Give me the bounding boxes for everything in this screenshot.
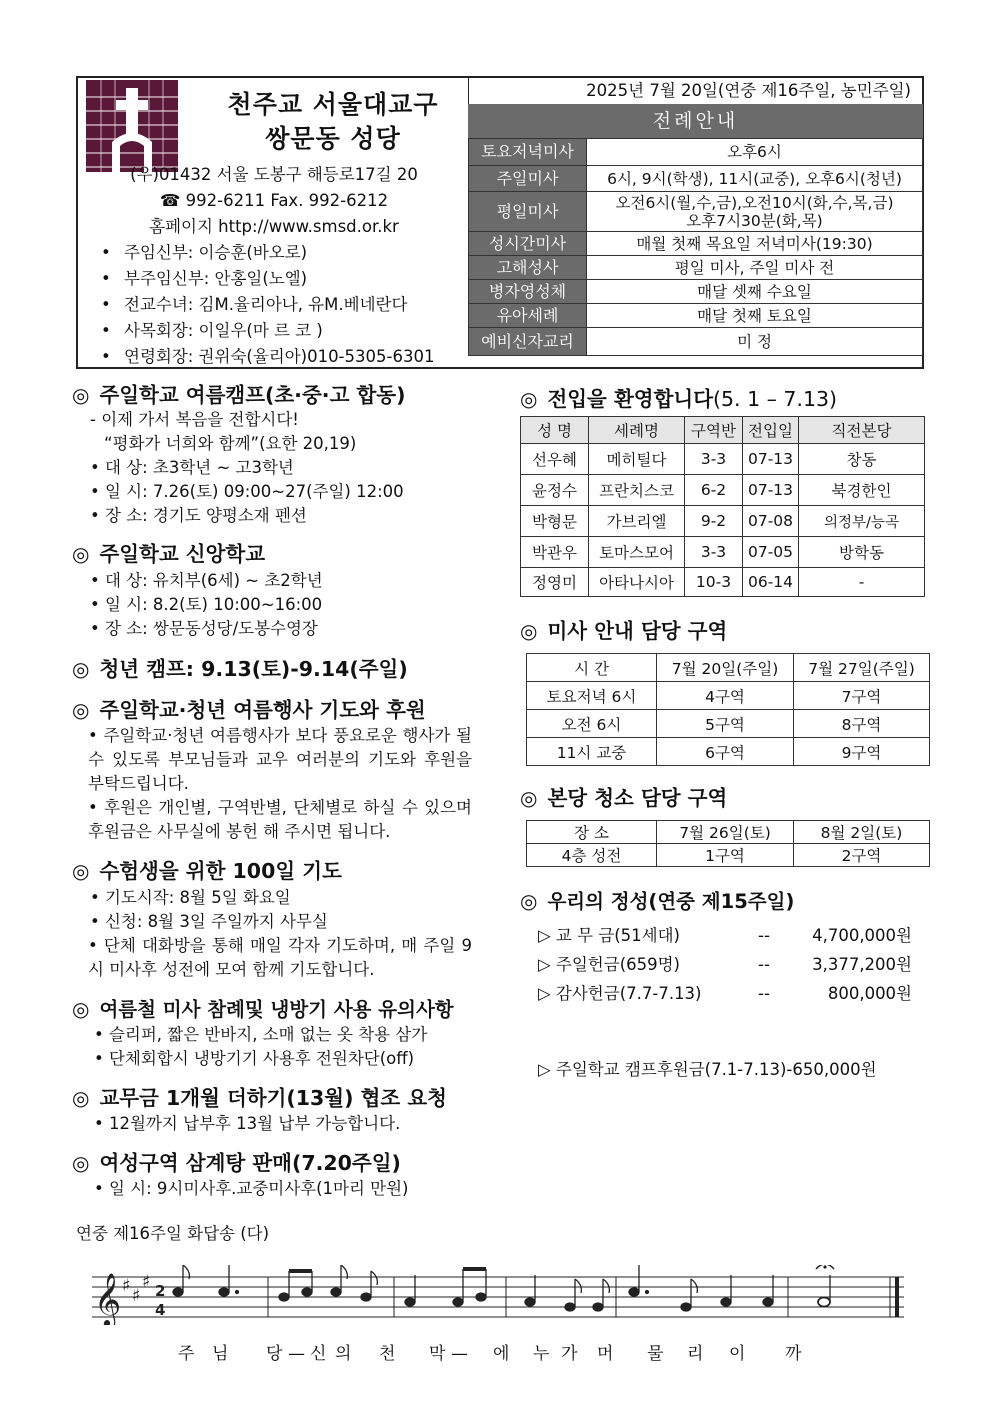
offering-item-dash: --	[758, 984, 770, 1003]
offering-title: ◎ 우리의 정성(연중 제15주일)	[520, 889, 795, 913]
row-label: 고해성사	[469, 256, 587, 280]
lyric-syllable: 이	[729, 1344, 746, 1364]
cell: 7구역	[794, 682, 930, 710]
row-value-line2: 오후7시30분(화,목)	[686, 211, 823, 230]
welcome-table	[520, 416, 925, 597]
row-value: 매달 셋째 수요일	[587, 280, 923, 304]
offering-item-dash: --	[758, 926, 770, 945]
lyric-syllable: 물	[647, 1344, 664, 1364]
lyric-syllable: 당	[266, 1344, 283, 1364]
section-marker-icon: ◎	[72, 698, 90, 722]
row-value: 평일 미사, 주일 미사 전	[587, 256, 923, 280]
cell: 06-14	[743, 568, 799, 597]
samgyetang-title: ◎ 여성구역 삼계탕 판매(7.20주일)	[72, 1151, 401, 1175]
column-header: 7월 27일(주일)	[794, 654, 930, 682]
table-row	[469, 166, 923, 192]
faith-school-line: • 대 상: 유치부(6세) ~ 초2학년	[90, 571, 323, 590]
cell: 6구역	[657, 738, 794, 766]
mass-guide-table	[526, 653, 930, 766]
table-row	[521, 568, 925, 597]
dues-line: • 12월까지 납부후 13월 납부 가능합니다.	[94, 1114, 401, 1133]
section-marker-icon: ◎	[72, 657, 90, 681]
offering-item-label: ▷ 교 무 금(51세대)	[538, 926, 680, 945]
table-row	[521, 537, 925, 568]
svg-text:2: 2	[155, 1282, 166, 1300]
table-row	[469, 304, 923, 328]
lyric-syllable: 머	[597, 1344, 614, 1364]
row-value: 매월 첫째 목요일 저녁미사(19:30)	[587, 232, 923, 256]
cell: 8구역	[794, 710, 930, 738]
section-marker-icon: ◎	[72, 383, 90, 407]
column-header: 직전본당	[799, 417, 925, 444]
cell: 토마스모어	[589, 537, 685, 568]
svg-text:♯: ♯	[142, 1272, 151, 1292]
parish-line1: 천주교 서울대교구	[227, 90, 439, 119]
offering-item-label: ▷ 주일헌금(659명)	[538, 955, 680, 974]
camp-support-donation: ▷ 주일학교 캠프후원금(7.1-7.13)-650,000원	[538, 1060, 877, 1079]
liturgy-guide-table	[468, 138, 923, 356]
staff-pastor: • 주임신부: 이승훈(바오로)	[102, 240, 307, 266]
cell: 07-13	[743, 475, 799, 506]
row-value: 오후6시	[587, 139, 923, 166]
offering-item-amount: 800,000원	[827, 984, 912, 1003]
cell: 토요저녁 6시	[527, 682, 657, 710]
staff-sisters: • 전교수녀: 김M.율리아나, 유M.베네란다	[102, 292, 407, 318]
lyric-syllable: 막	[429, 1344, 446, 1364]
lyric-syllable: 리	[687, 1344, 704, 1364]
lyric-syllable: 신	[310, 1344, 327, 1364]
row-value: 미 정	[587, 328, 923, 356]
mass-guide-title: ◎ 미사 안내 담당 구역	[520, 619, 728, 643]
table-header-row	[527, 821, 930, 844]
summer-support-title: ◎ 주일학교·청년 여름행사 기도와 후원	[72, 698, 426, 722]
row-label: 예비신자교리	[469, 328, 587, 356]
cell: 3-3	[685, 444, 743, 475]
cell: 메히틸다	[589, 444, 685, 475]
section-marker-icon: ◎	[520, 889, 538, 913]
column-header: 시 간	[527, 654, 657, 682]
table-row	[469, 139, 923, 166]
psalm-title: 연중 제16주일 화답송 (다)	[76, 1224, 270, 1243]
samgyetang-line: • 일 시: 9시미사후.교중미사후(1마리 만원)	[94, 1179, 409, 1198]
faith-school-line: • 일 시: 8.2(토) 10:00~16:00	[90, 595, 323, 614]
row-value-line1: 오전6시(월,수,금),오전10시(화,수,목,금)	[615, 193, 894, 212]
summer-notice-line: • 단체회합시 냉방기기 사용후 전원차단(off)	[94, 1049, 415, 1068]
cell: 윤정수	[521, 475, 589, 506]
lyric-syllable: 의	[335, 1344, 352, 1364]
cell: 11시 교중	[527, 738, 657, 766]
youth-camp-title: ◎ 청년 캠프: 9.13(토)-9.14(주일)	[72, 657, 408, 681]
table-row	[527, 710, 930, 738]
svg-text:𝄞: 𝄞	[94, 1272, 122, 1325]
cleaning-title: ◎ 본당 청소 담당 구역	[520, 786, 728, 810]
welcome-title: ◎ 전입을 환영합니다(5. 1 – 7.13)	[520, 387, 838, 411]
table-row	[521, 506, 925, 537]
camp-line: • 일 시: 7.26(토) 09:00~27(주일) 12:00	[90, 482, 404, 501]
cell: 07-05	[743, 537, 799, 568]
table-header-row	[521, 417, 925, 444]
parish-phone: ☎ 992-6211 Fax. 992-6212	[159, 191, 389, 210]
cell: -	[799, 568, 925, 597]
lyric-syllable: —	[288, 1344, 305, 1364]
column-header: 구역반	[685, 417, 743, 444]
cell: 정영미	[521, 568, 589, 597]
lyric-syllable: 까	[785, 1344, 802, 1364]
table-row	[469, 328, 923, 356]
row-label: 성시간미사	[469, 232, 587, 256]
svg-text:4: 4	[155, 1301, 166, 1319]
row-value: 매달 첫째 토요일	[587, 304, 923, 328]
cell: 9-2	[685, 506, 743, 537]
table-header-row	[527, 654, 930, 682]
cell: 07-13	[743, 444, 799, 475]
offering-item-amount: 4,700,000원	[812, 926, 912, 945]
column-header: 전입일	[743, 417, 799, 444]
lyric-syllable: 님	[212, 1344, 229, 1364]
column-header: 성 명	[521, 417, 589, 444]
column-header: 7월 26일(토)	[657, 821, 794, 844]
row-label: 평일미사	[469, 192, 587, 232]
column-header: 7월 20일(주일)	[657, 654, 794, 682]
camp-line: “평화가 너희와 함께”(요한 20,19)	[104, 434, 357, 453]
row-label: 토요저녁미사	[469, 139, 587, 166]
row-label: 주일미사	[469, 166, 587, 192]
bulletin-header	[76, 76, 924, 369]
faith-school-line: • 장 소: 쌍문동성당/도봉수영장	[90, 619, 318, 638]
cell: 07-08	[743, 506, 799, 537]
cell: 5구역	[657, 710, 794, 738]
cell: 2구역	[794, 844, 930, 867]
offering-item-dash: --	[758, 955, 770, 974]
table-row	[469, 192, 923, 232]
cell: 4구역	[657, 682, 794, 710]
welcome-period: (5. 1 – 7.13)	[713, 387, 838, 411]
table-row	[521, 475, 925, 506]
table-row	[527, 738, 930, 766]
section-marker-icon: ◎	[72, 859, 90, 883]
lyric-syllable: 누	[533, 1344, 550, 1364]
column-header: 세례명	[589, 417, 685, 444]
exam-prayer-line: • 신청: 8월 3일 주일까지 사무실	[90, 912, 328, 931]
staff-funeral-president: • 연령회장: 권위숙(율리아)010-5305-6301	[102, 344, 434, 370]
row-label: 유아세례	[469, 304, 587, 328]
cell: 오전 6시	[527, 710, 657, 738]
camp-line: • 장 소: 경기도 양평소재 펜션	[90, 506, 307, 525]
music-staff	[92, 1265, 904, 1325]
lyric-syllable: 가	[561, 1344, 578, 1364]
row-value: 6시, 9시(학생), 11시(교중), 오후6시(청년)	[587, 166, 923, 192]
section-marker-icon: ◎	[72, 1086, 90, 1110]
table-row	[527, 682, 930, 710]
cell: 아타나시아	[589, 568, 685, 597]
section-marker-icon: ◎	[72, 1151, 90, 1175]
summer-support-para1: • 주일학교·청년 여름행사가 보다 풍요로운 행사가 될 수 있도록 부모님들과 교우 여러분의 기도와 후원을 부탁드립니다.	[88, 726, 472, 793]
parish-line2: 쌍문동 성당	[265, 124, 401, 153]
exam-prayer-para: • 단체 대화방을 통해 매일 각자 기도하며, 매 주일 9시 미사후 성전에 모여 함께 기도합니다.	[88, 936, 472, 979]
column-header: 8월 2일(토)	[794, 821, 930, 844]
cell: 선우혜	[521, 444, 589, 475]
staff-assistant-pastor: • 부주임신부: 안홍일(노엘)	[102, 266, 307, 292]
staff-council-president: • 사목회장: 이일우(마 르 코 )	[102, 318, 323, 344]
parish-homepage[interactable]: 홈페이지 http://www.smsd.or.kr	[149, 217, 399, 236]
section-marker-icon: ◎	[72, 542, 90, 566]
exam-prayer-title: ◎ 수험생을 위한 100일 기도	[72, 859, 342, 883]
cell: 박관우	[521, 537, 589, 568]
camp-line: - 이제 가서 복음을 전합시다!	[90, 410, 299, 429]
cell: 9구역	[794, 738, 930, 766]
column-header: 장 소	[527, 821, 657, 844]
summer-notice-title: ◎ 여름철 미사 참례및 냉방기 사용 유의사항	[72, 997, 454, 1021]
offering-item-label: ▷ 감사헌금(7.7-7.13)	[538, 984, 702, 1003]
camp-title: ◎ 주일학교 여름캠프(초·중·고 합동)	[72, 383, 406, 407]
cleaning-table	[526, 820, 930, 867]
section-marker-icon: ◎	[72, 997, 90, 1021]
parish-title	[198, 88, 468, 156]
offering-item-amount: 3,377,200원	[812, 955, 912, 974]
dues-title: ◎ 교무금 1개월 더하기(13월) 협조 요청	[72, 1086, 447, 1110]
bulletin-date: 2025년 7월 20일(연중 제16주일, 농민주일)	[468, 78, 923, 104]
parish-address: (우)01432 서울 도봉구 해등로17길 20	[130, 165, 418, 184]
table-row	[469, 280, 923, 304]
cell: 창동	[799, 444, 925, 475]
table-row	[469, 232, 923, 256]
summer-support-para2: • 후원은 개인별, 구역반별, 단체별로 하실 수 있으며 후원금은 사무실에 봉헌 해 주시면 됩니다.	[88, 798, 472, 841]
faith-school-title: ◎ 주일학교 신앙학교	[72, 542, 266, 566]
section-marker-icon: ◎	[520, 619, 538, 643]
cell: 4층 성전	[527, 844, 657, 867]
lyric-syllable: 주	[178, 1344, 195, 1364]
exam-prayer-line: • 기도시작: 8월 5일 화요일	[90, 888, 291, 907]
cell: 의정부/능곡	[799, 506, 925, 537]
summer-notice-line: • 슬리퍼, 짧은 반바지, 소매 없는 옷 착용 삼가	[94, 1025, 428, 1044]
section-marker-icon: ◎	[520, 387, 538, 411]
table-row	[469, 256, 923, 280]
svg-text:♯: ♯	[122, 1276, 131, 1296]
cell: 1구역	[657, 844, 794, 867]
camp-line: • 대 상: 초3학년 ~ 고3학년	[90, 458, 294, 477]
cell: 프란치스코	[589, 475, 685, 506]
table-row	[521, 444, 925, 475]
parish-logo-icon	[86, 80, 178, 172]
lyric-syllable: 천	[379, 1344, 396, 1364]
lyric-syllable: 에	[493, 1344, 510, 1364]
cell: 10-3	[685, 568, 743, 597]
section-marker-icon: ◎	[520, 786, 538, 810]
lyric-syllable: —	[451, 1344, 468, 1364]
svg-text:♯: ♯	[132, 1286, 141, 1306]
cell: 3-3	[685, 537, 743, 568]
row-label: 병자영성체	[469, 280, 587, 304]
cell: 6-2	[685, 475, 743, 506]
table-row	[527, 844, 930, 867]
cell: 박형문	[521, 506, 589, 537]
cell: 북경한인	[799, 475, 925, 506]
cell: 방학동	[799, 537, 925, 568]
row-value	[587, 192, 923, 232]
liturgy-guide-title: 전례안내	[468, 104, 923, 138]
cell: 가브리엘	[589, 506, 685, 537]
psalm-lyrics	[178, 1339, 801, 1364]
